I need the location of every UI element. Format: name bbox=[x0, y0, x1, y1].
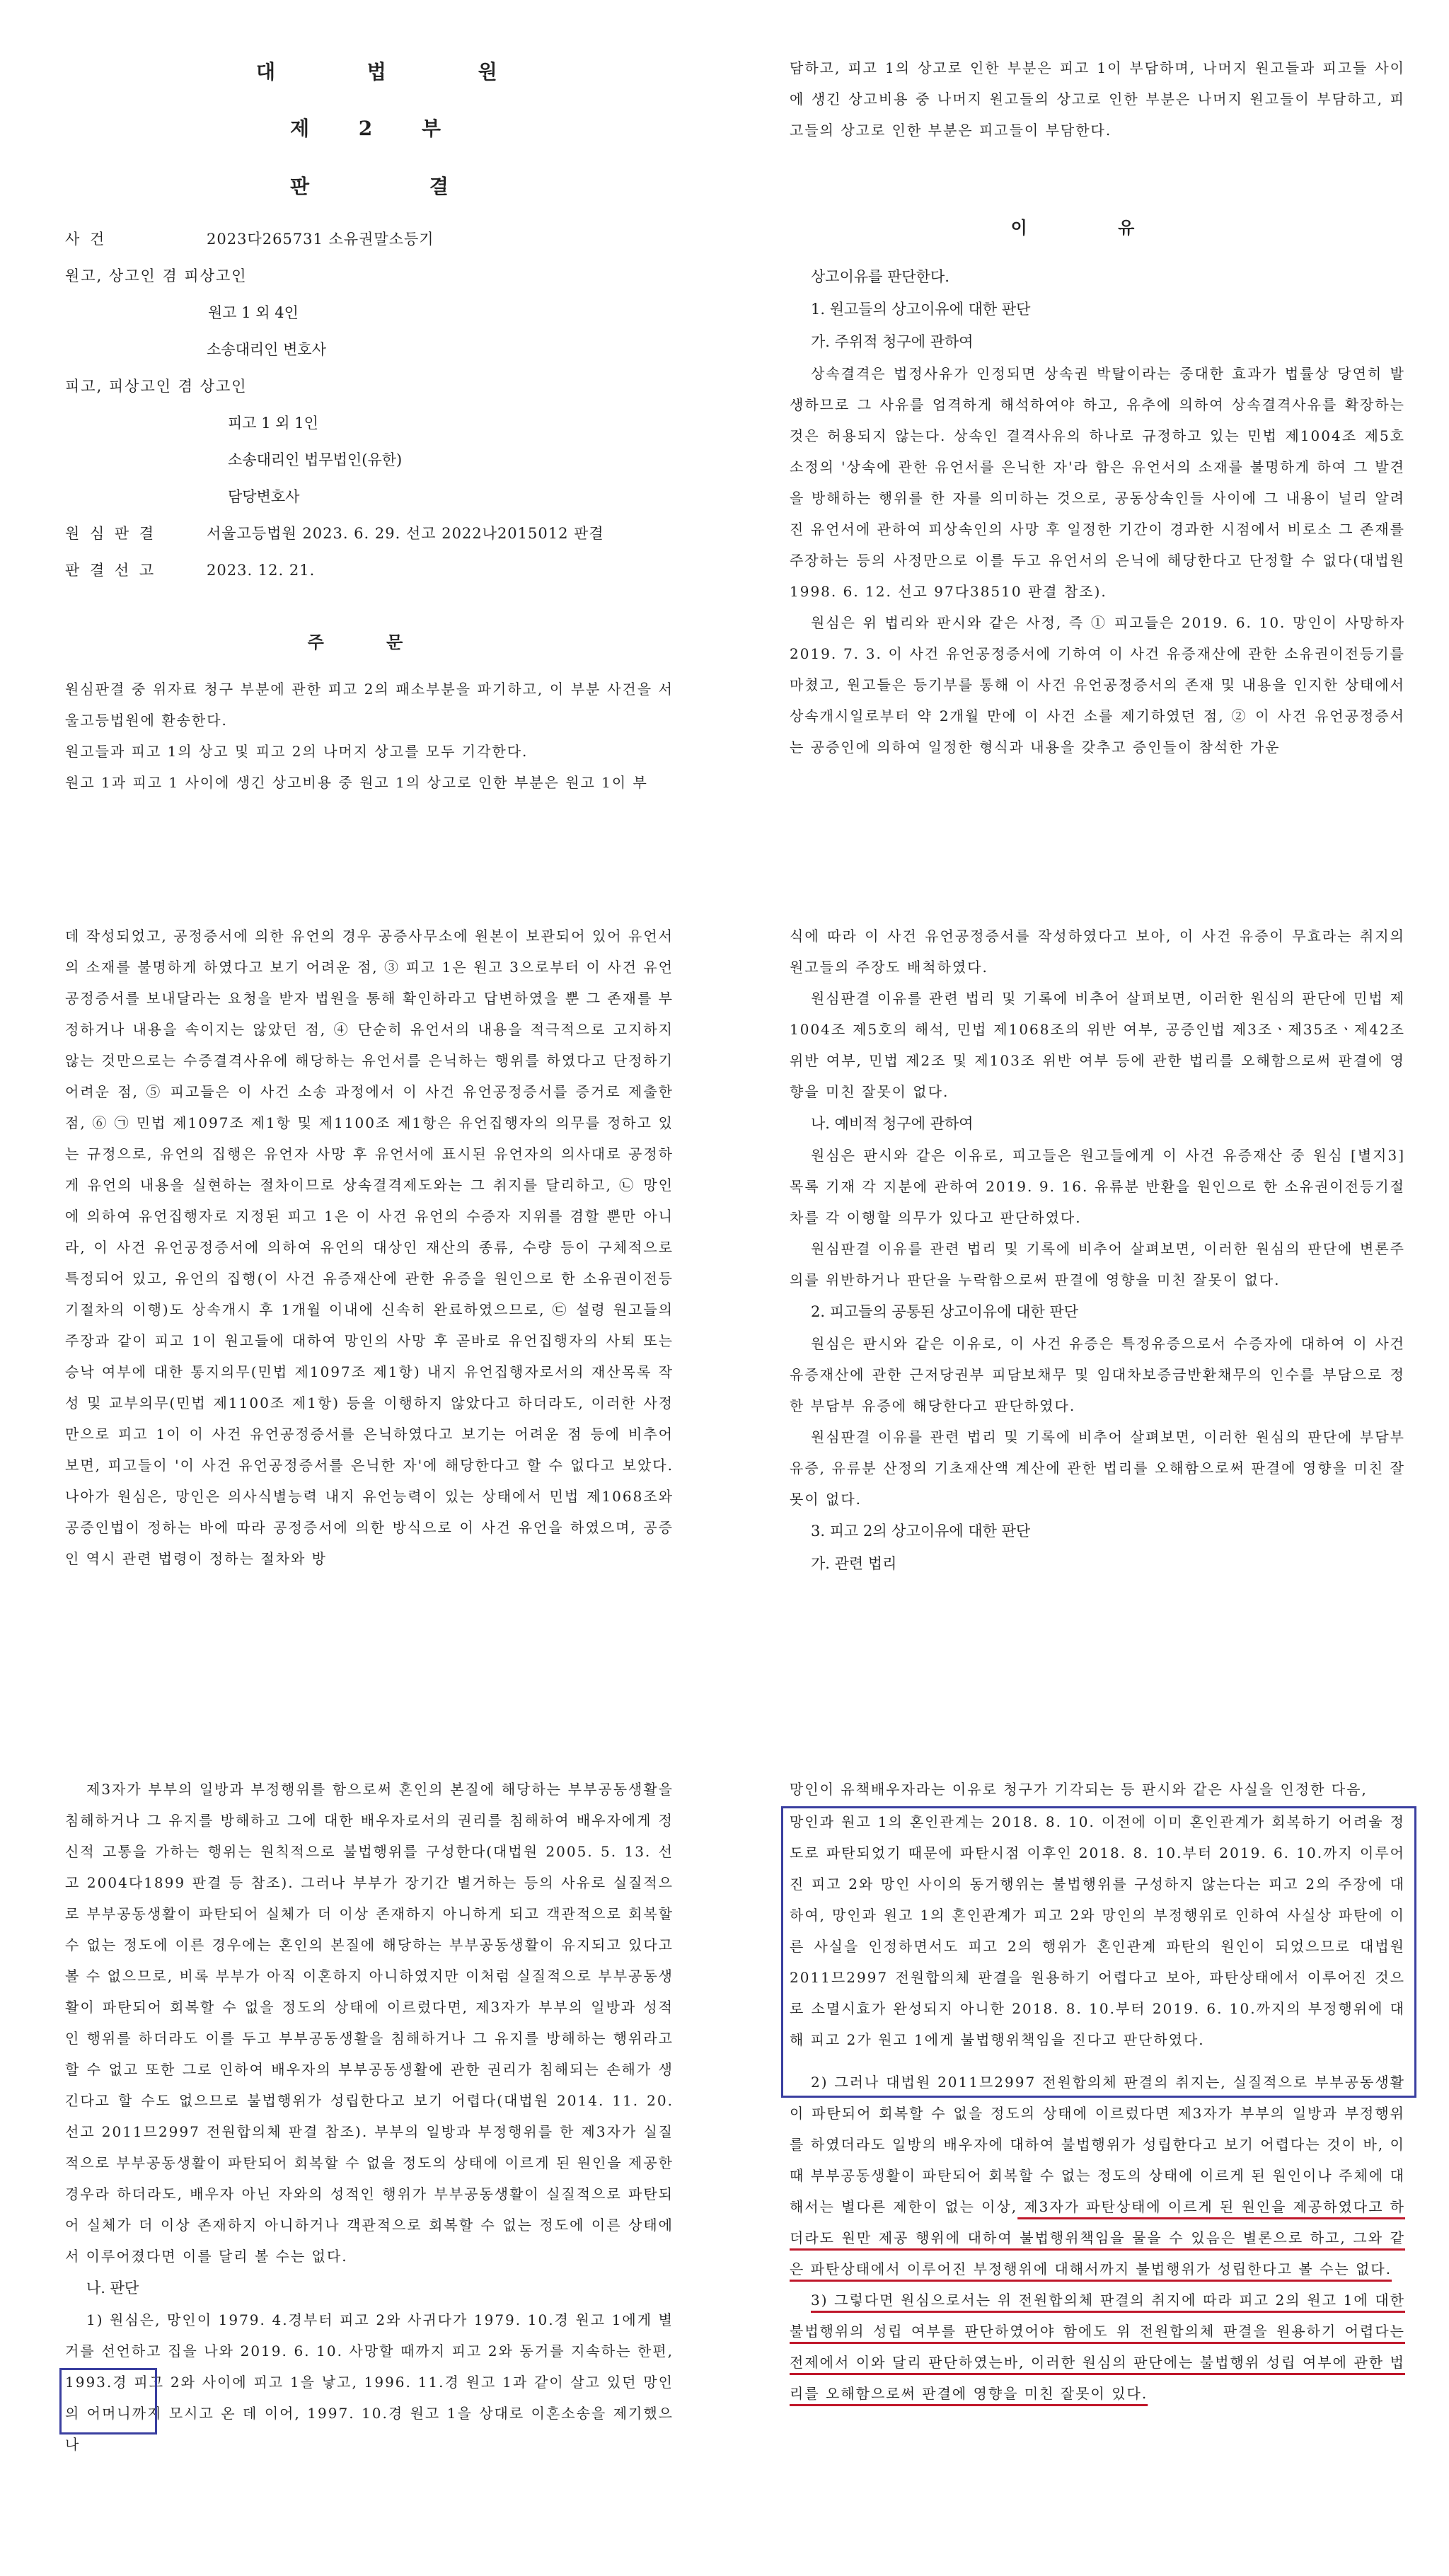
underlined-text: 제3자가 파탄상태에 이르게 된 원인을 제공하였다고 하더라도 원만 제공 행위에 대하여 불법행위책임을 물을 수 있음은 별론으로 하고, 그와 같은 파탄상태에서 이루어진 부정행위에 대해서까지 불법행위가 성립한다고 볼 수는 없다. bbox=[790, 2198, 1405, 2277]
paragraph: 원심은 판시와 같은 이유로, 피고들은 원고들에게 이 사건 유증재산 중 원심 [별지3] 목록 기재 각 지분에 관하여 2019. 9. 16. 유류분 반환을 원인으로 한 소유권이전등기절차를 각 이행할 의무가 있다고 판단하였다. bbox=[790, 1147, 1405, 1226]
sub-heading: 1) 원심은, bbox=[86, 2311, 161, 2328]
page-4-body bbox=[790, 920, 1405, 1580]
highlighted-paragraph: 망인과 원고 1의 혼인관계는 2018. 8. 10. 이전에 이미 혼인관계가 회복하기 어려울 정도로 파탄되었기 때문에 파탄시점 이후인 2018. 8. 10.부터 2019. 6. 10.까지 이루어진 피고 2와 망인 사이의 동거행위는 불법행위를 구성하지 않는다는 피고 2의 주장에 대하여, 망인과 원고 1의 혼인관계가 피고 2와 망인의 부정행위로 인하여 사실상 파탄에 이른 사실을 인정하면서도 피고 2의 행위가 혼인관계 파탄의 원인이 되었으므로 대법원 2011므2997 전원합의체 판결을 원용하기 어렵다고 보아, 파탄상태에서 이루어진 것으로 소멸시효가 완성되지 아니한 2018. 8. 10.부터 2019. 6. 10.까지의 부정행위에 대해 피고 2가 원고 1에게 불법행위책임을 진다고 판단하였다. bbox=[790, 1813, 1405, 2048]
order-body bbox=[65, 674, 674, 798]
order-continuation bbox=[790, 52, 1405, 146]
paragraph bbox=[790, 2285, 1405, 2409]
page-5 bbox=[0, 1717, 724, 2576]
section-heading: 상고이유를 판단한다. bbox=[811, 268, 949, 285]
section-heading: 가. 관련 법리 bbox=[811, 1555, 897, 1572]
paragraph bbox=[790, 2067, 1405, 2285]
order-paragraph: 원심판결 중 위자료 청구 부분에 관한 피고 2의 패소부분을 파기하고, 이 부분 사건을 서울고등법원에 환송한다. bbox=[65, 681, 674, 729]
section-heading: 나. 예비적 청구에 관하여 bbox=[811, 1115, 974, 1132]
paragraph: 상속결격은 법정사유가 인정되면 상속권 박탈이라는 중대한 효과가 법률상 당연히 발생하므로 그 사유를 엄격하게 해석하여야 하고, 유추에 의하여 상속결격사유를 확장하는 것은 허용되지 않는다. 상속인 결격사유의 하나로 규정하고 있는 민법 제1004조 제5호 소정의 '상속에 관한 유언서를 은닉한 자'라 함은 유언서의 소재를 불명하게 하여 그 발견을 방해하는 행위를 한 자를 의미하는 것으로, 공동상속인들 사이에 그 내용이 널리 알려진 유언서에 관하여 피상속인의 사망 후 일정한 기간이 경과한 시점에서 비로소 그 존재를 주장하는 등의 사정만으로 이를 두고 유언서의 은닉에 해당한다고 단정할 수 없다(대법원 1998. 6. 12. 선고 97다38510 판결 참조). bbox=[790, 365, 1405, 600]
paragraph: 데 작성되었고, 공정증서에 의한 유언의 경우 공증사무소에 원본이 보관되어 있어 유언서의 소재를 불명하게 하였다고 보기 어려운 점, ③ 피고 1은 원고 3으로부터 이 사건 유언공정증서를 보내달라는 요청을 받자 법원을 통해 확인하라고 답변하였을 뿐 그 존재를 부정하거나 내용을 속이지는 않았던 점, ④ 단순히 유언서의 내용을 적극적으로 고지하지 않는 것만으로는 수증결격사유에 해당하는 유언서를 은닉하는 행위를 하였다고 단정하기 어려운 점, ⑤ 피고들은 이 사건 소송 과정에서 이 사건 유언공정증서를 증거로 제출한 점, ⑥ ㉠ 민법 제1097조 제1항 및 제1100조 제1항은 유언집행자의 의무를 정하고 있는 규정으로, 유언의 집행은 유언자 사망 후 유언서에 표시된 유언자의 의사대로 공정하게 유언의 내용을 실현하는 절차이므로 상속결격제도와는 그 취지를 달리하고, ㉡ 망인에 의하여 유언집행자로 지정된 피고 1은 이 사건 유언의 수증자 지위를 겸할 뿐만 아니라, 이 사건 유언공정증서에 의하여 유언의 대상인 재산의 종류, 수량 등이 구체적으로 특정되어 있고, 유언의 집행(이 사건 유증재산에 관한 유증을 원인으로 한 소유권이전등기절차의 이행)도 상속개시 후 1개월 이내에 신속히 완료하였으므로, ㉢ 설령 원고들의 주장과 같이 피고 1이 원고들에 대하여 망인의 사망 후 곧바로 유언집행자의 사퇴 또는 승낙 여부에 대한 통지의무(민법 제1097조 제1항) 내지 유언집행자로서의 재산목록 작성 및 교부의무(민법 제1100조 제1항) 등을 이행하지 않았다고 하더라도, 이러한 사정만으로 피고 1이 이 사건 유언공정증서를 은닉하였다고 보기는 어려운 점 등에 비추어 보면, 피고들이 '이 사건 유언공정증서를 은닉한 자'에 해당한다고 할 수 없다고 보았다. 나아가 원심은, 망인은 의사식별능력 내지 유언능력이 있는 상태에서 민법 제1068조와 공증인법이 정하는 바에 따라 공정증서에 의한 방식으로 이 사건 유언을 하였으며, 공증인 역시 관련 법령이 정하는 절차와 방 bbox=[65, 928, 674, 1567]
case-info bbox=[65, 221, 674, 589]
page-5-body bbox=[65, 1774, 674, 2460]
paragraph: 원심은 판시와 같은 이유로, 이 사건 유증은 특정유증으로서 수증자에 대하여 이 사건 유증재산에 관한 근저당권부 피담보채무 및 임대차보증금반환채무의 인수를 부담으로 정한 부담부 유증에 해당한다고 판단하였다. bbox=[790, 1335, 1405, 1414]
decision-date-value: 2023. 12. 21. bbox=[207, 562, 316, 579]
section-heading: 2. 피고들의 공통된 상고이유에 대한 판단 bbox=[811, 1303, 1078, 1320]
defendant-attorney: 소송대리인 법무법인(유한) bbox=[228, 451, 403, 468]
decision-date-label: 판 결 선 고 bbox=[65, 562, 157, 579]
paragraph-text: 망인이 1979. 4.경부터 피고 2와 사귀다가 1979. 10.경 원고 1에게 별거를 선언하고 집을 나와 2019. 6. 10. 사망할 때까지 피고 2와 동거를 지속하는 한편, 1993.경 피고 2와 사이에 피고 1을 낳고, 1996. 11.경 원고 1과 같이 살고 있던 망인의 어머니까지 모시고 온 데 이어, 1997. 10.경 원고 1을 상대로 이혼소송을 제기했으나 bbox=[65, 2311, 674, 2453]
reason-body bbox=[790, 260, 1405, 763]
paragraph: 제3자가 부부의 일방과 부정행위를 함으로써 혼인의 본질에 해당하는 부부공동생활을 침해하거나 그 유지를 방해하고 그에 대한 배우자로서의 권리를 침해하여 배우자에게 정신적 고통을 가하는 행위는 원칙적으로 불법행위를 구성한다(대법원 2005. 5. 13. 선고 2004다1899 판결 등 참조). 그러나 부부가 장기간 별거하는 등의 사유로 실질적으로 부부공동생활이 파탄되어 실체가 더 이상 존재하지 아니하게 되고 객관적으로 회복할 수 없는 정도에 이른 경우에는 혼인의 본질에 해당하는 부부공동생활이 유지되고 있다고 볼 수 없으므로, 비록 부부가 아직 이혼하지 아니하였지만 이처럼 실질적으로 부부공동생활이 파탄되어 회복할 수 없을 정도의 상태에 이르렀다면, 제3자가 부부의 일방과 성적인 행위를 하더라도 이를 두고 부부공동생활을 침해하거나 그 유지를 방해하는 행위라고 할 수 없고 또한 그로 인하여 배우자의 부부공동생활에 관한 권리가 침해되는 손해가 생긴다고 할 수도 없으므로 불법행위가 성립한다고 보기 어렵다(대법원 2014. 11. 20. 선고 2011므2997 전원합의체 판결 참조). 부부의 일방과 부정행위를 한 제3자가 실질적으로 부부공동생활이 파탄되어 회복할 수 없을 정도의 상태에 이르게 된 원인을 제공한 경우라 하더라도, 배우자 아닌 자와의 성적인 행위가 부부공동생활이 실질적으로 파탄되어 실체가 더 이상 존재하지 아니하거나 객관적으로 회복할 수 없는 정도에 이른 상태에서 이루어졌다면 이를 달리 볼 수는 없다. bbox=[65, 1781, 674, 2265]
section-heading: 1. 원고들의 상고이유에 대한 판단 bbox=[811, 301, 1031, 318]
paragraph: 망인이 유책배우자라는 이유로 청구가 기각되는 등 판시와 같은 사실을 인정한 다음, bbox=[790, 1781, 1368, 1798]
page-3 bbox=[0, 858, 724, 1717]
paragraph: 원심판결 이유를 관련 법리 및 기록에 비추어 살펴보면, 이러한 원심의 판단에 부담부 유증, 유류분 산정의 기초재산액 계산에 관한 법리를 오해함으로써 판결에 영향을 미친 잘못이 없다. bbox=[790, 1428, 1405, 1508]
order-heading: 주 문 bbox=[307, 632, 432, 652]
case-label: 사 건 bbox=[65, 231, 108, 248]
highlight-box bbox=[59, 2368, 157, 2435]
defendant-lawyer: 담당변호사 bbox=[228, 488, 300, 505]
lower-court-value: 서울고등법원 2023. 6. 29. 선고 2022나2015012 판결 bbox=[207, 525, 604, 542]
page-1 bbox=[0, 0, 724, 858]
court-name: 대 법 원 bbox=[256, 60, 540, 83]
reason-heading: 이 유 bbox=[1010, 217, 1177, 238]
page-3-body bbox=[65, 920, 674, 1574]
paragraph: 담하고, 피고 1의 상고로 인한 부분은 피고 1이 부담하며, 나머지 원고들과 피고들 사이에 생긴 상고비용 중 나머지 원고들의 상고로 인한 부분은 나머지 원고들이 부담하고, 피고들의 상고로 인한 부분은 피고들이 부담한다. bbox=[790, 59, 1405, 139]
case-value: 2023다265731 소유권말소등기 bbox=[207, 231, 434, 248]
highlight-box bbox=[781, 1806, 1416, 2098]
section-heading: 3. 피고 2의 상고이유에 대한 판단 bbox=[811, 1523, 1031, 1540]
paragraph: 원심판결 이유를 관련 법리 및 기록에 비추어 살펴보면, 이러한 원심의 판단에 변론주의를 위반하거나 판단을 누락함으로써 판결에 영향을 미친 잘못이 없다. bbox=[790, 1240, 1405, 1288]
paragraph-text: 2) 그러나 대법원 2011므2997 전원합의체 판결의 취지는, 실질적으로 부부공동생활이 파탄되어 회복할 수 없을 정도의 상태에 이르렀다면 제3자가 부부의 일방과 부정행위를 하였더라도 일방의 배우자에 대하여 불법행위가 성립한다고 보기 어렵다는 것이 바, 이때 부부공동생활이 파탄되어 회복할 수 없는 정도의 상태에 이르게 된 원인이나 주체에 대해서는 별다른 제한이 없는 이상, bbox=[790, 2074, 1405, 2215]
plaintiff-name: 원고 1 외 4인 bbox=[208, 304, 299, 321]
page-4 bbox=[724, 858, 1449, 1717]
paragraph: 식에 따라 이 사건 유언공정증서를 작성하였다고 보아, 이 사건 유증이 무효라는 취지의 원고들의 주장도 배척하였다. bbox=[790, 928, 1405, 976]
order-paragraph: 원고 1과 피고 1 사이에 생긴 상고비용 중 원고 1의 상고로 인한 부분은 원고 1이 부 bbox=[65, 774, 648, 791]
plaintiff-attorney: 소송대리인 변호사 bbox=[207, 341, 326, 358]
section-heading: 가. 주위적 청구에 관하여 bbox=[811, 333, 974, 350]
paragraph: 원심판결 이유를 관련 법리 및 기록에 비추어 살펴보면, 이러한 원심의 판단에 민법 제1004조 제5호의 해석, 민법 제1068조의 위반 여부, 공증인법 제3조ㆍ제35조ㆍ제42조 위반 여부, 민법 제2조 및 제103조 위반 여부 등에 관한 법리를 오해함으로써 판결에 영향을 미친 잘못이 없다. bbox=[790, 990, 1405, 1100]
paragraph: 원심은 위 법리와 판시와 같은 사정, 즉 ① 피고들은 2019. 6. 10. 망인이 사망하자 2019. 7. 3. 이 사건 유언공정증서에 기하여 이 사건 유증재산에 관한 소유권이전등기를 마쳤고, 원고들은 등기부를 통해 이 사건 유언공정증서의 존재 및 내용을 인지한 상태에서 상속개시일로부터 약 2개월 만에 이 사건 소를 제기하였던 점, ② 이 사건 유언공정증서는 공증인에 의하여 일정한 형식과 내용을 갖추고 증인들이 참석한 가운 bbox=[790, 614, 1405, 756]
page-2 bbox=[724, 0, 1449, 858]
division-name: 제 2 부 bbox=[290, 117, 463, 140]
underlined-text: 3) 그렇다면 원심으로서는 위 전원합의체 판결의 취지에 따라 피고 2의 원고 1에 대한 불법행위의 성립 여부를 판단하였어야 함에도 위 전원합의체 판결을 원용하기 어렵다는 전제에서 이와 달리 판단하였는바, 이러한 원심의 판단에는 불법행위 성립 여부에 관한 법리를 오해함으로써 판결에 영향을 미친 잘못이 있다. bbox=[790, 2292, 1405, 2402]
section-heading: 나. 판단 bbox=[86, 2280, 139, 2297]
page-6 bbox=[724, 1717, 1449, 2576]
plaintiff-label: 원고, 상고인 겸 피상고인 bbox=[65, 267, 248, 284]
document-type: 판 결 bbox=[290, 175, 505, 198]
order-paragraph: 원고들과 피고 1의 상고 및 피고 2의 나머지 상고를 모두 기각한다. bbox=[65, 743, 529, 760]
defendant-name: 피고 1 외 1인 bbox=[228, 415, 318, 432]
lower-court-label: 원 심 판 결 bbox=[65, 525, 157, 542]
defendant-label: 피고, 피상고인 겸 상고인 bbox=[65, 378, 248, 395]
